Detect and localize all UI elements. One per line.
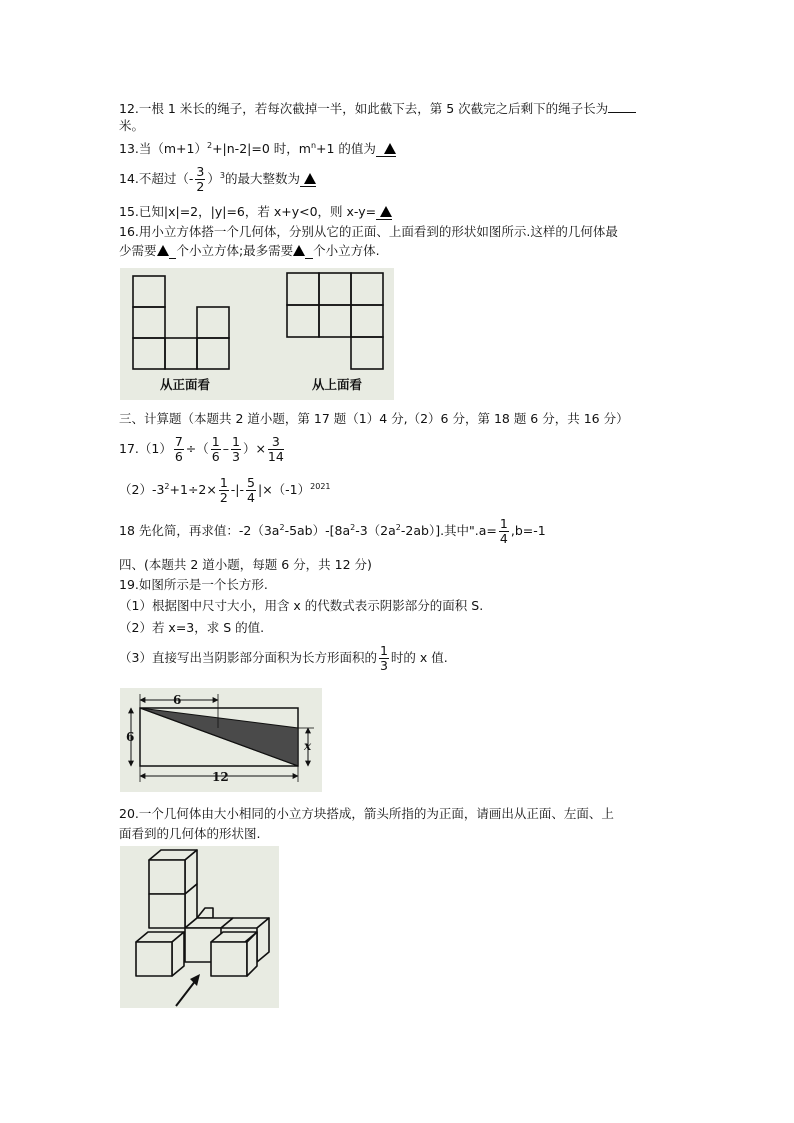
q14: 14.不超过（- $\frac{3}{2}$ ）$^3$的最大整数为 [119,162,316,196]
fig16-views [120,268,394,400]
q16-line1: 16.用小立方体搭一个几何体，分别从它的正面、上面看到的形状如图所示.这样的几何体最 [119,224,618,239]
q19-part3: （3）直接写出当阴影部分面积为长方形面积的 $\frac{1}{3}$ 时的 x 值. [119,643,448,673]
triangle-icon [304,173,316,184]
fraction: $\frac{1}{3}$ [379,643,388,673]
fraction: $\frac{3}{14}$ [267,434,284,464]
q20-line1: 20.一个几何体由大小相同的小立方块搭成，箭头所指的为正面，请画出从正面、左面、上 [119,806,614,821]
fig20-cubes [120,846,279,1008]
q17-part1: 17.（1） $\frac{7}{6}$ ÷（ $\frac{1}{6}$ – $\frac{1}{3}$ ）× $\frac{3}{14}$ [119,434,284,464]
q13: 13.当$(m+1)^2+|n-2|=0$ 时，$m^n+1$ 的值为 [119,141,396,157]
q20-line2: 面看到的几何体的形状图. [119,826,261,841]
q12-line1: 12.一根 1 米长的绳子，若每次截掉一半，如此截下去，第 5 次截完之后剩下的绳子长为 [119,100,636,117]
answer-blank [608,100,636,113]
answer-blank [376,141,396,157]
triangle-icon [384,143,396,154]
dim-label-left: 6 [126,730,135,744]
fraction: $\frac{7}{6}$ [174,434,183,464]
top-view-label: 从上面看 [312,377,363,392]
q18: 18 先化简，再求值：$-2(3a^2-5ab)-[8a^2-3(2a^2-2ab)]$.其中".a= $\frac{1}{4}$ ,b=-1 [119,516,546,546]
q19-title: 19.如图所示是一个长方形. [119,577,268,592]
fraction: $\frac{3}{2}$ [196,164,205,194]
q15: 15.已知|x|=2，|y|=6，若 x+y<0，则 x-y= [119,204,392,220]
section3-title: 三、计算题（本题共 2 道小题，第 17 题（1）4 分,（2）6 分，第 18 题 6 分，共 16 分） [119,411,629,426]
fig19-rectangle [120,688,322,792]
dim-label-top: 6 [173,693,182,707]
dim-label-right: x [304,739,312,753]
answer-blank [300,171,316,187]
dim-label-bottom: 12 [212,770,229,784]
triangle-icon [380,206,392,217]
q19-part2: （2）若 x=3，求 S 的值. [119,620,265,635]
fraction: $\frac{1}{3}$ [231,434,240,464]
triangle-icon [157,245,169,256]
fraction: $\frac{1}{4}$ [499,516,508,546]
fraction: $\frac{1}{2}$ [219,475,228,505]
fraction: $\frac{1}{6}$ [211,434,220,464]
triangle-icon [293,245,305,256]
fraction: $\frac{5}{4}$ [247,475,255,505]
q19-part1: （1）根据图中尺寸大小，用含 x 的代数式表示阴影部分的面积 S. [119,598,484,613]
q17-part2: $(2)-3^2+1\div 2\times$ $\frac{1}{2}$ -|- $\frac{5}{4}$ $|\times(-1)^{2021}$ [119,475,331,505]
q12-line2: 米。 [119,118,145,133]
front-view-label: 从正面看 [160,377,211,392]
section4-title: 四、(本题共 2 道小题，每题 6 分，共 12 分) [119,557,372,572]
answer-blank [376,204,392,220]
q16-line2: 少需要 个小立方体;最多需要 个小立方体. [119,243,380,258]
